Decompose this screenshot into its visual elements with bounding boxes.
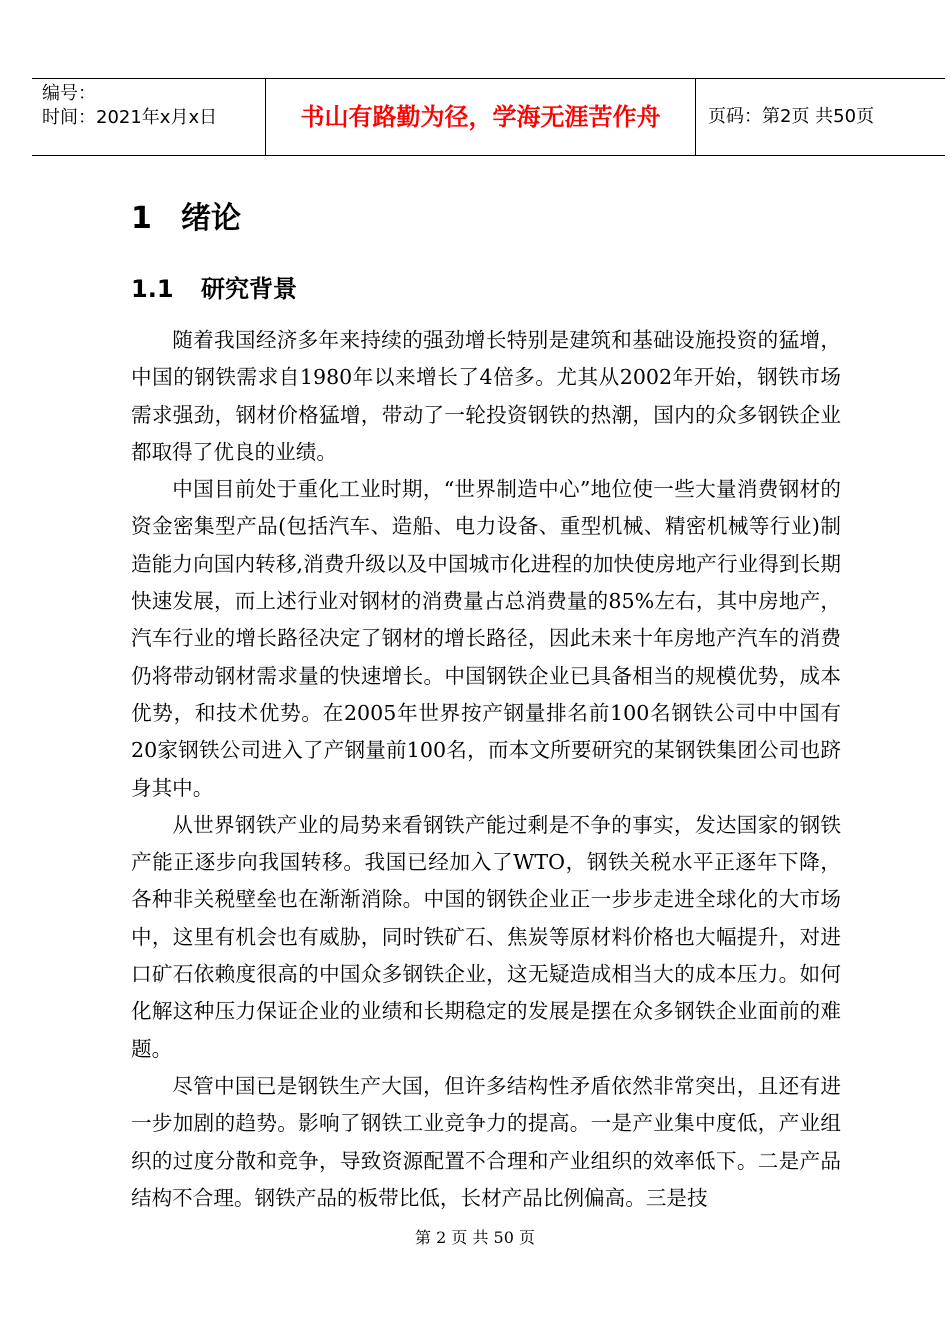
section-heading [131, 268, 297, 310]
section-number: 1.1 [131, 275, 174, 303]
chapter-heading [131, 196, 241, 242]
paragraph: 随着我国经济多年来持续的强劲增长特别是建筑和基础设施投资的猛增，中国的钢铁需求自1980年以来增长了4倍多。尤其从2002年开始，钢铁市场需求强劲，钢材价格猛增，带动了一轮投资钢铁的热潮，国内的众多钢铁企业都取得了优良的业绩。 [131, 328, 841, 464]
section-title: 研究背景 [201, 275, 297, 303]
document-date: 时间：2021年x月x日 [42, 107, 218, 128]
document-number-label: 编号： [42, 83, 96, 104]
header-page-info: 页码：第2页 共50页 [708, 106, 875, 127]
chapter-title: 绪论 [181, 201, 241, 236]
body-text [131, 322, 841, 1217]
header-meta [32, 79, 265, 155]
paragraph: 从世界钢铁产业的局势来看钢铁产能过剩是不争的事实，发达国家的钢铁产能正逐步向我国转移。我国已经加入了WTO，钢铁关税水平正逐年下降，各种非关税壁垒也在渐渐消除。中国的钢铁企业正一步步走进全球化的大市场中，这里有机会也有威胁，同时铁矿石、焦炭等原材料价格也大幅提升，对进口矿石依赖度很高的中国众多钢铁企业，这无疑造成相当大的成本压力。如何化解这种压力保证企业的业绩和长期稳定的发展是摆在众多钢铁企业面前的难题。 [131, 812, 841, 1061]
paragraph: 尽管中国已是钢铁生产大国，但许多结构性矛盾依然非常突出，且还有进一步加剧的趋势。影响了钢铁工业竞争力的提高。一是产业集中度低，产业组织的过度分散和竞争，导致资源配置不合理和产业组织的效率低下。二是产品结构不合理。钢铁产品的板带比低，长材产品比例偏高。三是技 [131, 1073, 841, 1210]
page-header [32, 78, 945, 156]
page-footer: 第 2 页 共 50 页 [415, 1228, 535, 1247]
paragraph: 中国目前处于重化工业时期，“世界制造中心”地位使一些大量消费钢材的资金密集型产品(包括汽车、造船、电力设备、重型机械、精密机械等行业)制造能力向国内转移,消费升级以及中国城市化进程的加快使房地产行业得到长期快速发展，而上述行业对钢材的消费量占总消费量的85%左右，其中房地产，汽车行业的增长路径决定了钢材的增长路径，因此未来十年房地产汽车的消费仍将带动钢材需求量的快速增长。中国钢铁企业已具备相当的规模优势，成本优势，和技术优势。在2005年世界按产钢量排名前100名钢铁公司中中国有20家钢铁公司进入了产钢量前100名，而本文所要研究的某钢铁集团公司也跻身其中。 [131, 477, 841, 800]
header-motto: 书山有路勤为径，学海无涯苦作舟 [265, 79, 696, 155]
chapter-number: 1 [131, 201, 152, 236]
